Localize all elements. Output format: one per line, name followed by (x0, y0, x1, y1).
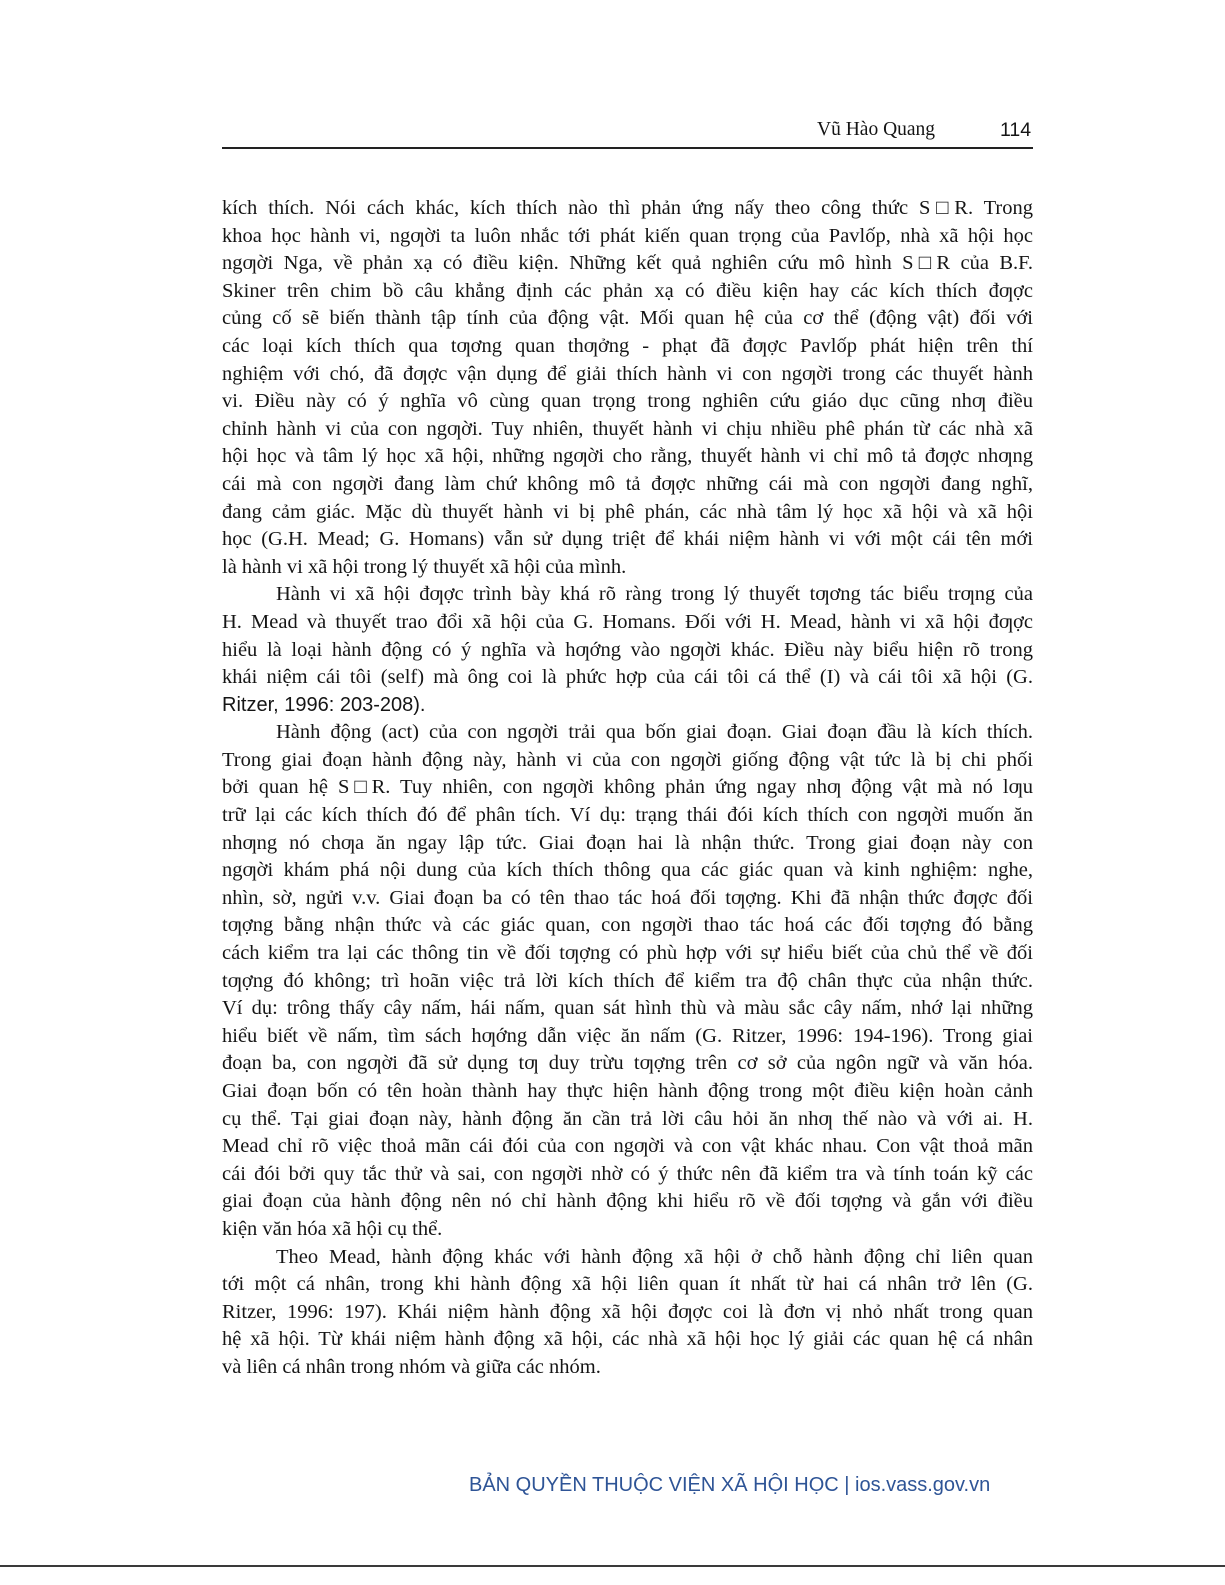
text-line: Theo Mead, hành động khác với hành động xã hội ở chỗ hành động chỉ liên quan (276, 1245, 1033, 1268)
paragraph (222, 1244, 1033, 1382)
page-number: 114 (1000, 119, 1032, 141)
text-line: H. Mead và thuyết trao đổi xã hội của G. Homans. Đối với H. Mead, hành vi xã hội đƣợc (222, 610, 1033, 633)
text-line: Hành động (act) của con ngƣời trải qua bốn giai đoạn. Giai đoạn đầu là kích thích. (276, 721, 1033, 744)
text-line: hiểu biết về nấm, tìm sách hƣớng dẫn việc ăn nấm (G. Ritzer, 1996: 194-196). Trong giai (222, 1024, 1033, 1047)
text-line: và liên cá nhân trong nhóm và giữa các nhóm. (222, 1355, 601, 1378)
text-line: vi. Điều này có ý nghĩa vô cùng quan trọng trong nghiên cứu giáo dục cũng nhƣ điều (222, 390, 1033, 413)
text-line: ngƣời khám phá nội dung của kích thích thông qua các giác quan và kinh nghiệm: nghe, (222, 859, 1033, 882)
text-line: tƣợng bằng nhận thức và các giác quan, con ngƣời thao tác hoá các đối tƣợng đó bằng (222, 914, 1033, 937)
paragraph (222, 581, 1033, 719)
copyright-footer: BẢN QUYỀN THUỘC VIỆN XÃ HỘI HỌC | ios.vass.gov.vn (469, 1474, 991, 1496)
text-line: Mead chỉ rõ việc thoả mãn cái đói của con ngƣời và con vật khác nhau. Con vật thoả mãn (222, 1135, 1033, 1158)
text-line: hội học và tâm lý học xã hội, những ngƣời cho rằng, thuyết hành vi chỉ mô tả đƣợc nhƣng (222, 445, 1033, 468)
text-line: Skiner trên chim bồ câu khẳng định các phản xạ có điều kiện hay các kích thích đƣợc (222, 279, 1033, 302)
text-line: Ritzer, 1996: 203-208). (222, 693, 426, 716)
paragraph (222, 195, 1033, 581)
text-line: Trong giai đoạn hành động này, hành vi của con ngƣời giống động vật tức là bị chi phối (222, 748, 1033, 771)
text-line: Hành vi xã hội đƣợc trình bày khá rõ ràng trong lý thuyết tƣơng tác biểu trƣng của (276, 583, 1033, 606)
text-line: đang cảm giác. Mặc dù thuyết hành vi bị phê phán, các nhà tâm lý học xã hội và xã hội (222, 500, 1033, 523)
text-line: học (G.H. Mead; G. Homans) vẫn sử dụng triệt để khái niệm hành vi với một cái tên mới (222, 528, 1033, 551)
text-line: các loại kích thích qua tƣơng quan thƣởng - phạt đã đƣợc Pavlốp phát hiện trên thí (222, 334, 1033, 357)
text-line: cái mà con ngƣời đang làm chứ không mô tả đƣợc những cái mà con ngƣời đang nghĩ, (222, 472, 1033, 495)
text-line: nhƣng nó chƣa ăn ngay lập tức. Giai đoạn hai là nhận thức. Trong giai đoạn này con (222, 831, 1033, 854)
text-line: kích thích. Nói cách khác, kích thích nào thì phản ứng nấy theo công thức S□R. Trong (222, 197, 1033, 219)
text-line: Ví dụ: trông thấy cây nấm, hái nấm, quan sát hình thù và màu sắc cây nấm, nhớ lại những (222, 997, 1033, 1020)
body-text (222, 195, 1033, 1382)
header-author: Vũ Hào Quang (817, 119, 936, 140)
text-line: cái đói bởi quy tắc thử và sai, con ngƣời nhờ có ý thức nên đã kiểm tra và tính toán kỹ các (222, 1162, 1033, 1185)
text-line: bởi quan hệ S□R. Tuy nhiên, con ngƣời không phản ứng ngay nhƣ động vật mà nó lƣu (222, 776, 1033, 799)
text-line: khái niệm cái tôi (self) mà ông coi là phức hợp của cái tôi cá thể (I) và cái tôi xã hội (G. (222, 666, 1033, 689)
text-line: đoạn ba, con ngƣời đã sử dụng tƣ duy trừu tƣợng trên cơ sở của ngôn ngữ và văn hóa. (222, 1052, 1033, 1075)
text-line: Giai đoạn bốn có tên hoàn thành hay thực hiện hành động trong một điều kiện hoàn cảnh (222, 1080, 1033, 1102)
text-line: trữ lại các kích thích đó để phân tích. Ví dụ: trạng thái đói kích thích con ngƣời muốn ăn (222, 804, 1033, 827)
text-line: cách kiểm tra lại các thông tin về đối tƣợng có phù hợp với sự hiểu biết của chủ thể về đối (222, 942, 1033, 965)
text-line: hiểu là loại hành động có ý nghĩa và hƣớng vào ngƣời khác. Điều này biểu hiện rõ trong (222, 638, 1033, 661)
text-line: Ritzer, 1996: 197). Khái niệm hành động xã hội đƣợc coi là đơn vị nhỏ nhất trong quan (222, 1300, 1033, 1323)
text-line: chỉnh hành vi của con ngƣời. Tuy nhiên, thuyết hành vi chịu nhiều phê phán từ các nhà xã (222, 417, 1033, 440)
text-line: tƣợng đó không; trì hoãn việc trả lời kích thích để kiểm tra độ chân thực của nhận thức. (222, 969, 1033, 992)
text-line: giai đoạn của hành động nên nó chỉ hành động khi hiểu rõ về đối tƣợng và gắn với điều (222, 1190, 1033, 1213)
header-divider (222, 147, 1033, 149)
paragraph (222, 719, 1033, 1243)
text-line: ngƣời Nga, về phản xạ có điều kiện. Những kết quả nghiên cứu mô hình S□R của B.F. (222, 252, 1033, 275)
text-line: nghiệm với chó, đã đƣợc vận dụng để giải thích hành vi con ngƣời trong các thuyết hành (222, 362, 1033, 385)
text-line: khoa học hành vi, ngƣời ta luôn nhắc tới phát kiến quan trọng của Pavlốp, nhà xã hội học (222, 224, 1033, 247)
bottom-divider (0, 1565, 1225, 1567)
text-line: hệ xã hội. Từ khái niệm hành động xã hội, các nhà xã hội học lý giải các quan hệ cá nhân (222, 1328, 1033, 1351)
text-line: cụ thể. Tại giai đoạn này, hành động ăn cần trả lời câu hỏi ăn nhƣ thế nào và với ai. H. (222, 1107, 1033, 1130)
text-line: kiện văn hóa xã hội cụ thể. (222, 1217, 443, 1240)
text-line: củng cố sẽ biến thành tập tính của động vật. Mối quan hệ của cơ thể (động vật) đối với (222, 307, 1033, 330)
text-line: tới một cá nhân, trong khi hành động xã hội liên quan ít nhất từ hai cá nhân trở lên (G. (222, 1273, 1033, 1296)
text-line: nhìn, sờ, ngửi v.v. Giai đoạn ba có tên thao tác hoá đối tƣợng. Khi đã nhận thức đƣợc đối (222, 886, 1033, 909)
text-line: là hành vi xã hội trong lý thuyết xã hội của mình. (222, 555, 627, 578)
